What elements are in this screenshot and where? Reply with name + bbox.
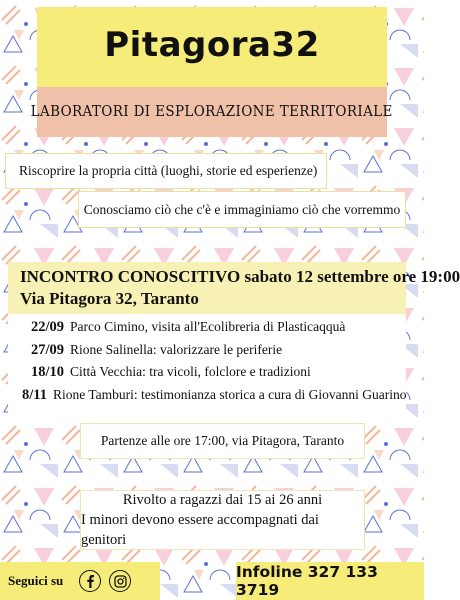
social-bar <box>0 562 160 600</box>
page-subtitle: LABORATORI DI ESPLORAZIONE TERRITORIALE <box>30 104 394 120</box>
tagline-2: Conosciamo ciò che c'è e immaginiamo ciò che vorremmo <box>83 201 401 217</box>
target-age: Rivolto a ragazzi dai 15 ai 26 anni <box>122 492 323 508</box>
schedule-item <box>22 387 406 410</box>
schedule-list <box>8 314 406 418</box>
schedule-date: 27/09 <box>30 341 64 358</box>
facebook-icon[interactable] <box>79 570 101 592</box>
meeting-box <box>8 262 460 314</box>
infoline-box <box>236 562 424 600</box>
schedule-date: 22/09 <box>30 319 64 335</box>
meeting-title: INCONTRO CONOSCITIVO <box>20 267 241 286</box>
schedule-date: 18/10 <box>30 364 64 380</box>
tagline-box-1 <box>5 153 327 189</box>
target-audience-box <box>80 490 365 550</box>
meeting-when: sabato 12 settembre ore 19:00 <box>244 267 460 286</box>
tagline-1: Riscoprire la propria città (luoghi, storie ed esperienze) <box>19 163 318 178</box>
meeting-headline <box>20 266 460 288</box>
tagline-box-2 <box>78 191 406 228</box>
schedule-item <box>22 342 406 365</box>
schedule-date: 8/11 <box>22 386 47 403</box>
page-title: Pitagora32 <box>104 25 320 65</box>
target-minors-note: I minori devono essere accompagnati dai genitori <box>81 512 319 548</box>
schedule-item <box>22 364 406 387</box>
departures-text: Partenze alle ore 17:00, via Pitagora, Taranto <box>100 433 345 448</box>
social-label: Seguici su <box>8 573 64 588</box>
schedule-desc: Parco Cimino, visita all'Ecolibreria di Plasticaqquà <box>70 319 346 334</box>
departures-box <box>80 423 365 459</box>
title-banner <box>37 7 387 87</box>
schedule-item <box>22 319 406 342</box>
subtitle-banner <box>30 87 394 137</box>
instagram-icon[interactable] <box>109 570 131 592</box>
schedule-desc: Città Vecchia: tra vicoli, folclore e tradizioni <box>70 364 311 379</box>
meeting-address: Via Pitagora 32, Taranto <box>20 289 199 308</box>
schedule-desc: Rione Salinella: valorizzare le periferie <box>70 341 283 357</box>
infoline-text: Infoline 327 133 3719 <box>236 563 378 599</box>
schedule-desc: Rione Tamburi: testimonianza storica a cura di Giovanni Guarino <box>52 386 407 402</box>
